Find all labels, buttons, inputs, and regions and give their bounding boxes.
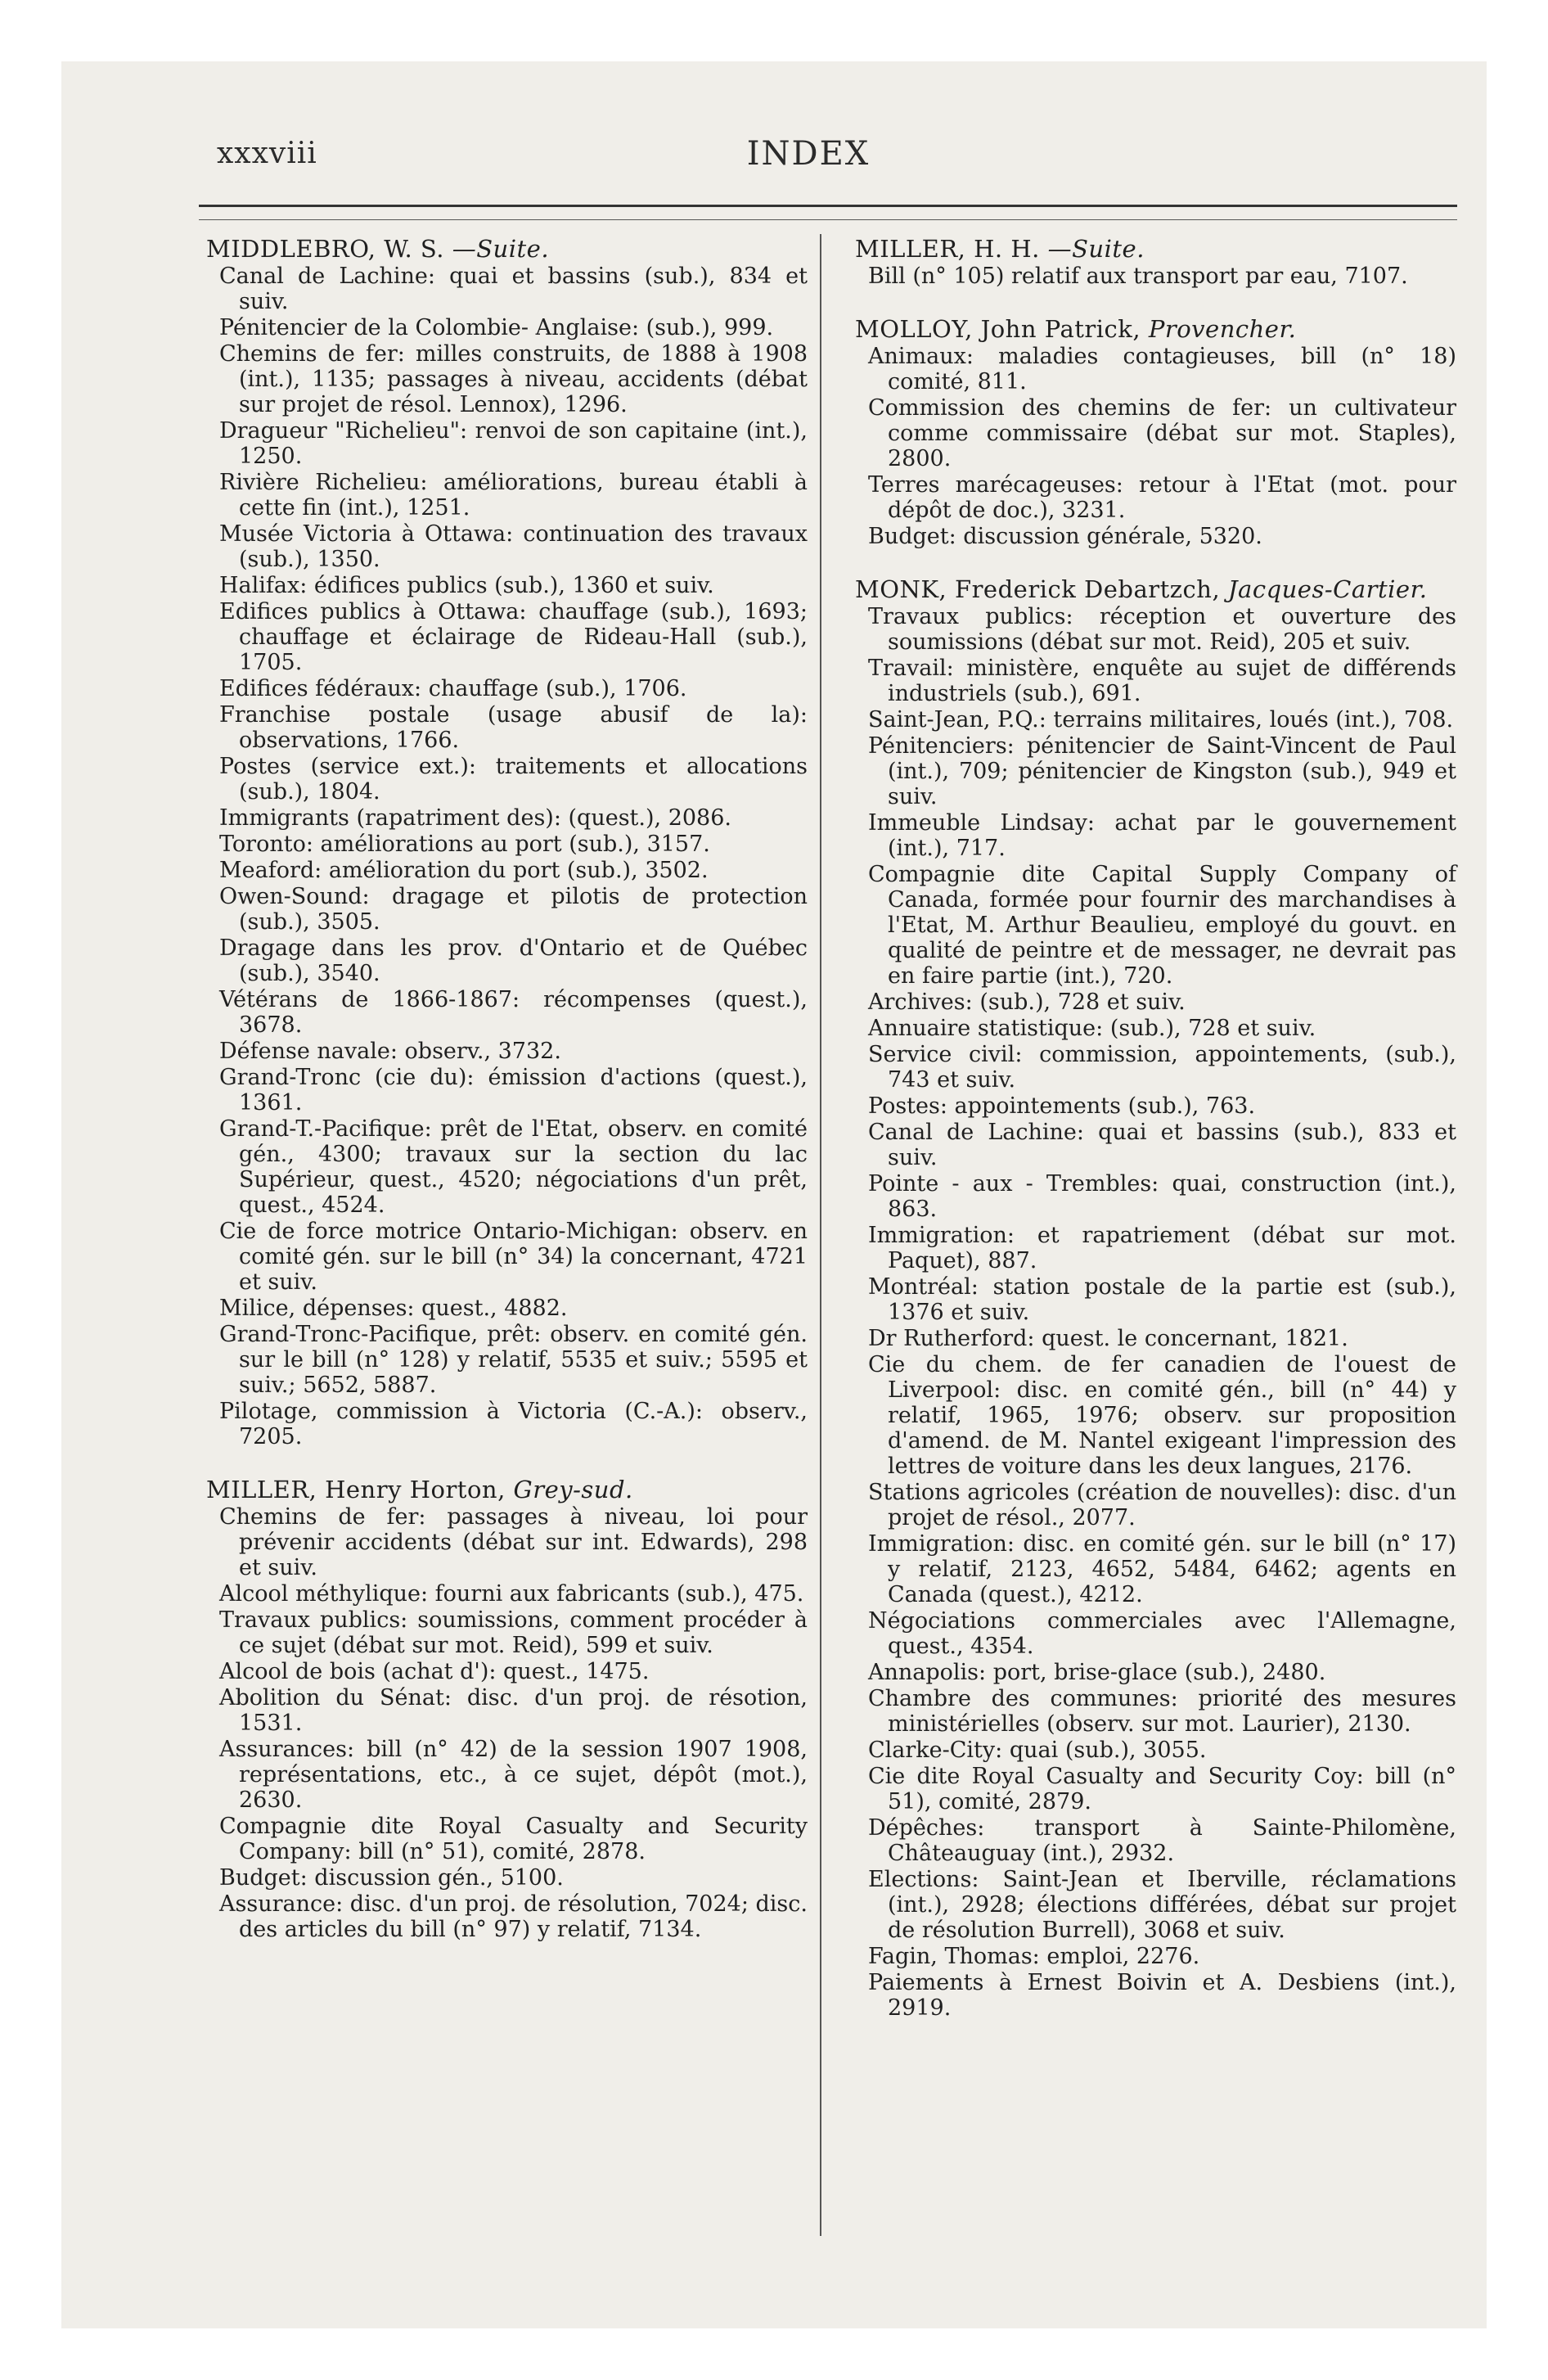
index-item: Travaux publics: soumissions, comment procéder à ce sujet (débat sur mot. Reid), 599 et suiv. (219, 1607, 808, 1658)
index-item: Edifices publics à Ottawa: chauffage (sub.), 1693; chauffage et éclairage de Rideau-Hall (sub.), 1705. (219, 599, 808, 675)
right-column (855, 235, 1456, 2026)
index-item: Franchise postale (usage abusif de la): observations, 1766. (219, 702, 808, 753)
index-item: Négociations commerciales avec l'Allemagne, quest., 4354. (868, 1608, 1456, 1659)
header-rule-thin (199, 219, 1457, 220)
member-name: MILLER, H. H. (855, 235, 1040, 263)
index-item: Archives: (sub.), 728 et suiv. (868, 989, 1186, 1015)
index-item: Immeuble Lindsay: achat par le gouvernement (int.), 717. (868, 810, 1456, 861)
index-item: Paiements à Ernest Boivin et A. Desbiens (int.), 2919. (868, 1970, 1456, 2021)
index-item: Chemins de fer: milles construits, de 1888 à 1908 (int.), 1135; passages à niveau, accidents (débat sur projet de résol. Lennox), 1296. (219, 341, 808, 417)
index-item: Dragage dans les prov. d'Ontario et de Québec (sub.), 3540. (219, 935, 808, 986)
member-name: MIDDLEBRO, W. S. (206, 235, 444, 263)
index-item: Postes: appointements (sub.), 763. (868, 1093, 1256, 1119)
index-item: Service civil: commission, appointements, (sub.), 743 et suiv. (868, 1042, 1456, 1093)
index-item: Compagnie dite Capital Supply Company of Canada, formée pour fournir des marchandises à l'Etat, M. Arthur Beaulieu, employé du gouvt. en qualité de peintre et de messager, ne devrait pas en faire partie (int.), 720. (868, 862, 1456, 989)
index-item: Grand-Tronc-Pacifique, prêt: observ. en comité gén. sur le bill (n° 128) y relatif, 5535 et suiv.; 5595 et suiv.; 5652, 5887. (219, 1322, 808, 1398)
index-item: Halifax: édifices publics (sub.), 1360 et suiv. (219, 573, 714, 598)
index-item: Dépêches: transport à Sainte-Philomène, Châteauguay (int.), 2932. (868, 1815, 1456, 1866)
index-item: Rivière Richelieu: améliorations, bureau établi à cette fin (int.), 1251. (219, 470, 808, 521)
index-item: Alcool de bois (achat d'): quest., 1475. (219, 1659, 650, 1684)
index-item: Immigration: disc. en comité gén. sur le bill (n° 17) y relatif, 2123, 4652, 5484, 6462; agents en Canada (quest.), 4212. (868, 1531, 1456, 1607)
member-riding: Grey-sud. (513, 1476, 633, 1503)
index-item: Canal de Lachine: quai et bassins (sub.), 833 et suiv. (868, 1120, 1456, 1170)
index-item: Bill (n° 105) relatif aux transport par eau, 7107. (868, 264, 1408, 289)
entry-heading (855, 315, 1456, 343)
index-item: Chemins de fer: passages à niveau, loi pour prévenir accidents (débat sur int. Edwards), 298 et suiv. (219, 1504, 808, 1580)
index-item: Budget: discussion générale, 5320. (868, 524, 1262, 549)
index-entry (855, 575, 1456, 2021)
index-item: Terres marécageuses: retour à l'Etat (mot. pour dépôt de doc.), 3231. (868, 472, 1456, 523)
page-title: INDEX (746, 135, 871, 173)
entry-heading (206, 1476, 808, 1503)
member-name: MILLER, Henry Horton, (206, 1476, 506, 1503)
index-entry (855, 235, 1456, 289)
index-item: Travail: ministère, enquête au sujet de différends industriels (sub.), 691. (868, 656, 1456, 706)
index-item: Animaux: maladies contagieuses, bill (n° 18) comité, 811. (868, 344, 1456, 394)
index-entry (206, 235, 808, 1449)
index-item: Assurance: disc. d'un proj. de résolution, 7024; disc. des articles du bill (n° 97) y relatif, 7134. (219, 1891, 808, 1942)
index-item: Clarke-City: quai (sub.), 3055. (868, 1738, 1207, 1763)
index-item: Annapolis: port, brise-glace (sub.), 2480. (868, 1660, 1326, 1685)
index-item: Elections: Saint-Jean et Iberville, réclamations (int.), 2928; élections différées, débat sur projet de résolution Burrell), 3068 et suiv. (868, 1867, 1456, 1943)
member-riding: —Suite. (452, 235, 550, 263)
entry-gap (855, 554, 1456, 575)
index-item: Saint-Jean, P.Q.: terrains militaires, loués (int.), 708. (868, 707, 1454, 732)
entry-gap (206, 1454, 808, 1476)
entry-heading (855, 575, 1456, 603)
index-item: Meaford: amélioration du port (sub.), 3502. (219, 858, 709, 883)
index-item: Dragueur "Richelieu": renvoi de son capitaine (int.), 1250. (219, 418, 808, 469)
index-item: Pénitencier de la Colombie- Anglaise: (sub.), 999. (219, 315, 774, 340)
index-item: Vétérans de 1866-1867: récompenses (quest.), 3678. (219, 987, 808, 1038)
index-item: Canal de Lachine: quai et bassins (sub.), 834 et suiv. (219, 264, 808, 314)
index-item: Alcool méthylique: fourni aux fabricants (sub.), 475. (219, 1581, 804, 1607)
member-riding: —Suite. (1047, 235, 1145, 263)
index-item: Stations agricoles (création de nouvelles): disc. d'un projet de résol., 2077. (868, 1480, 1456, 1530)
left-column (206, 235, 808, 1947)
index-item: Grand-Tronc (cie du): émission d'actions (quest.), 1361. (219, 1065, 808, 1116)
index-item: Grand-T.-Pacifique: prêt de l'Etat, observ. en comité gén., 4300; travaux sur la section du lac Supérieur, quest., 4520; négociations d'un prêt, quest., 4524. (219, 1116, 808, 1218)
index-item: Toronto: améliorations au port (sub.), 3157. (219, 832, 710, 857)
index-item: Edifices fédéraux: chauffage (sub.), 1706. (219, 676, 687, 701)
entry-heading (206, 235, 808, 263)
member-riding: Jacques-Cartier. (1227, 575, 1428, 603)
index-item: Annuaire statistique: (sub.), 728 et suiv. (868, 1016, 1316, 1041)
header-rule-thick (199, 205, 1457, 207)
index-item: Cie de force motrice Ontario-Michigan: observ. en comité gén. sur le bill (n° 34) la concernant, 4721 et suiv. (219, 1219, 808, 1295)
index-item: Immigrants (rapatriment des): (quest.), 2086. (219, 805, 731, 831)
index-item: Milice, dépenses: quest., 4882. (219, 1296, 568, 1321)
index-item: Immigration: et rapatriement (débat sur mot. Paquet), 887. (868, 1223, 1456, 1273)
page-header (160, 135, 1457, 180)
index-item: Cie dite Royal Casualty and Security Coy: bill (n° 51), comité, 2879. (868, 1764, 1456, 1814)
member-name: MONK, Frederick Debartzch, (855, 575, 1221, 603)
entry-heading (855, 235, 1456, 263)
column-divider (820, 234, 821, 2236)
index-item: Pilotage, commission à Victoria (C.-A.): observ., 7205. (219, 1399, 808, 1449)
index-item: Assurances: bill (n° 42) de la session 1907 1908, représentations, etc., à ce sujet, dépôt (mot.), 2630. (219, 1737, 808, 1813)
index-item: Musée Victoria à Ottawa: continuation des travaux (sub.), 1350. (219, 521, 808, 572)
index-item: Commission des chemins de fer: un cultivateur comme commissaire (débat sur mot. Staples), 2800. (868, 395, 1456, 471)
index-entry (855, 315, 1456, 549)
index-entry (206, 1476, 808, 1942)
index-item: Dr Rutherford: quest. le concernant, 1821. (868, 1326, 1348, 1351)
index-item: Pointe - aux - Trembles: quai, construction (int.), 863. (868, 1171, 1456, 1222)
index-item: Cie du chem. de fer canadien de l'ouest de Liverpool: disc. en comité gén., bill (n° 44) y relatif, 1965, 1976; observ. sur proposition d'amend. de M. Nantel exigeant l'impression des lettres de voiture dans les deux langues, 2176. (868, 1352, 1456, 1479)
index-item: Compagnie dite Royal Casualty and Security Company: bill (n° 51), comité, 2878. (219, 1814, 808, 1864)
index-item: Postes (service ext.): traitements et allocations (sub.), 1804. (219, 754, 808, 805)
index-item: Montréal: station postale de la partie est (sub.), 1376 et suiv. (868, 1274, 1456, 1325)
index-item: Owen-Sound: dragage et pilotis de protection (sub.), 3505. (219, 884, 808, 935)
entry-gap (855, 294, 1456, 315)
index-item: Chambre des communes: priorité des mesures ministérielles (observ. sur mot. Laurier), 2130. (868, 1686, 1456, 1737)
member-name: MOLLOY, John Patrick, (855, 315, 1141, 343)
page-number: xxxviii (217, 137, 317, 170)
index-item: Fagin, Thomas: emploi, 2276. (868, 1944, 1200, 1969)
index-item: Pénitenciers: pénitencier de Saint-Vincent de Paul (int.), 709; pénitencier de Kingston (sub.), 949 et suiv. (868, 733, 1456, 809)
member-riding: Provencher. (1148, 315, 1297, 343)
index-item: Défense navale: observ., 3732. (219, 1039, 561, 1064)
index-item: Travaux publics: réception et ouverture des soumissions (débat sur mot. Reid), 205 et suiv. (868, 604, 1456, 655)
index-item: Budget: discussion gén., 5100. (219, 1865, 564, 1891)
index-item: Abolition du Sénat: disc. d'un proj. de résotion, 1531. (219, 1685, 808, 1736)
